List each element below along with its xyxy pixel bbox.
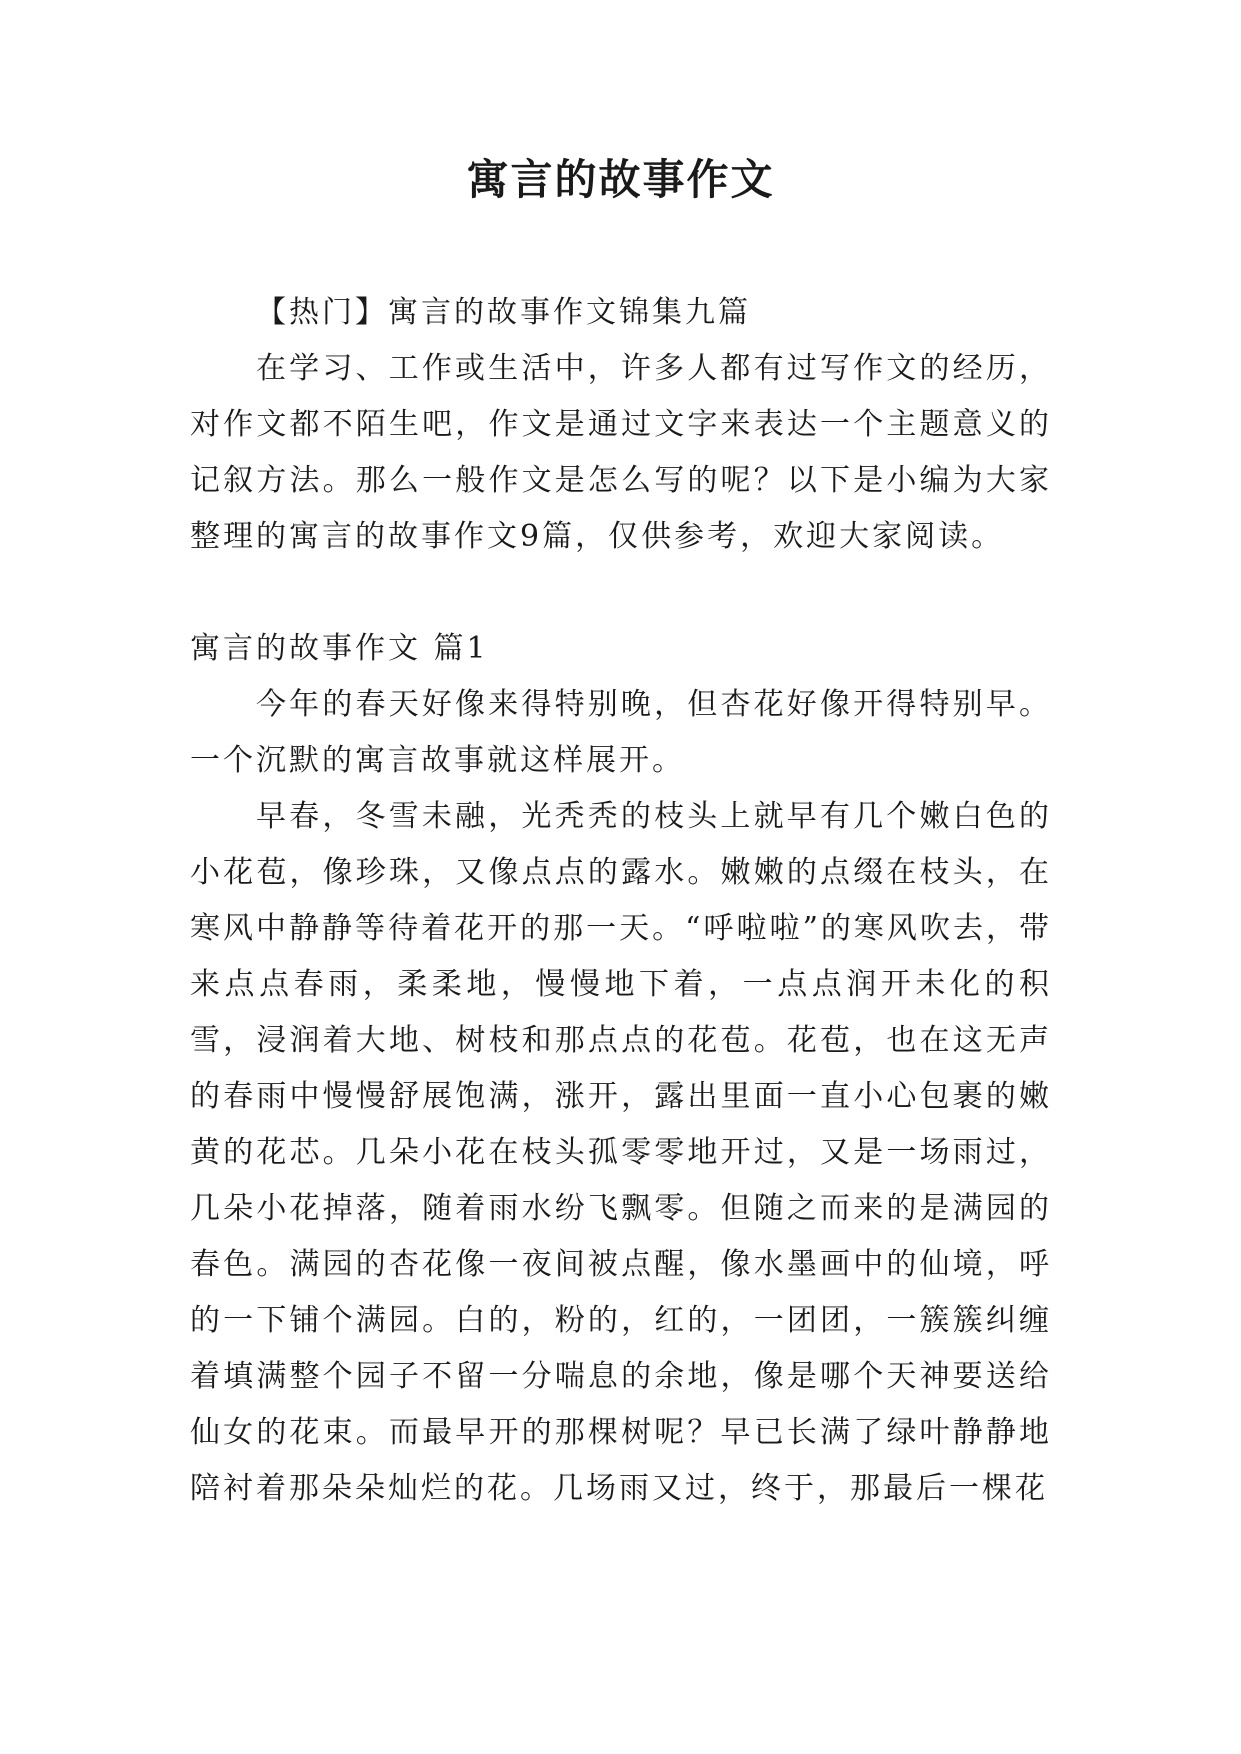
document-title: 寓言的故事作文 <box>466 155 775 204</box>
section-heading: 寓言的故事作文 篇1 <box>190 631 489 666</box>
document-subtitle: 【热门】寓言的故事作文锦集九篇 <box>256 295 751 330</box>
body-paragraph: 早春，冬雪未融，光秃秃的枝头上就早有几个嫩白色的小花苞，像珍珠，又像点点的露水。嫩嫩的点缀在枝头，在寒风中静静等待着花开的那一天。“呼啦啦”的寒风吹去，带来点点春雨，柔柔地，慢慢地下着，一点点润开未化的积雪，浸润着大地、树枝和那点点的花苞。花苞，也在这无声的春雨中慢慢舒展饱满，涨开，露出里面一直小心包裹的嫩黄的花芯。几朵小花在枝头孤零零地开过，又是一场雨过，几朵小花掉落，随着雨水纷飞飘零。但随之而来的是满园的春色。满园的杏花像一夜间被点醒，像水墨画中的仙境，呼的一下铺个满园。白的，粉的，红的，一团团，一簇簇纠缠着填满整个园子不留一分喘息的余地，像是哪个天神要送给仙女的花束。而最早开的那棵树呢？早已长满了绿叶静静地陪衬着那朵朵灿烂的花。几场雨又过，终于，那最后一棵花 <box>190 799 1052 1506</box>
intro-paragraph: 在学习、工作或生活中，许多人都有过写作文的经历，对作文都不陌生吧，作文是通过文字来表达一个主题意义的记叙方法。那么一般作文是怎么写的呢？以下是小编为大家整理的寓言的故事作文9篇，仅供参考，欢迎大家阅读。 <box>190 351 1052 554</box>
document-body <box>190 285 1052 1517</box>
body-paragraph: 今年的春天好像来得特别晚，但杏花好像开得特别早。一个沉默的寓言故事就这样展开。 <box>190 687 1052 778</box>
